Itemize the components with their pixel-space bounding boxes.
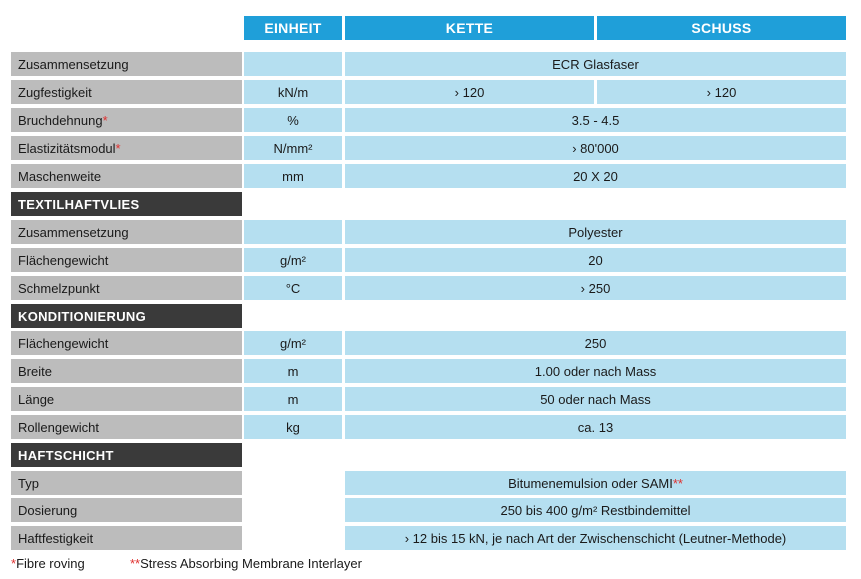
footnote-mark: * (11, 556, 17, 571)
footnote-text: Fibre roving (16, 556, 85, 571)
asterisk-mark: * (115, 140, 121, 156)
row-label-text: Zusammensetzung (18, 224, 129, 240)
value-cell (345, 415, 846, 439)
value-cell (345, 52, 846, 76)
value-cell (345, 331, 846, 355)
unit-cell-text: g/m² (280, 252, 306, 268)
value-cell-text: 20 X 20 (573, 168, 618, 184)
value-cell (345, 220, 846, 244)
unit-cell (244, 331, 342, 355)
section-header (11, 443, 242, 467)
row-label-text: Maschenweite (18, 168, 102, 184)
value-cell-text: 20 (588, 252, 603, 268)
unit-cell-text: °C (285, 280, 301, 296)
value-cell-text: › 80'000 (572, 140, 619, 156)
value-cell (345, 276, 846, 300)
row-label-text: Rollengewicht (18, 419, 99, 435)
row-label-text: Schmelzpunkt (18, 280, 100, 296)
value-cell (345, 498, 846, 522)
row-label-text: Flächengewicht (18, 335, 109, 351)
row-label-text: Dosierung (18, 502, 78, 518)
value-cell-text: Bitumenemulsion oder SAMI (508, 475, 673, 491)
row-label-text: Bruchdehnung (18, 112, 103, 128)
value-cell (345, 164, 846, 188)
value-cell-text: ECR Glasfaser (552, 56, 639, 72)
row-label-text: Zugfestigkeit (18, 84, 92, 100)
value-cell-text: 3.5 - 4.5 (571, 112, 620, 128)
footnote-text: Stress Absorbing Membrane Interlayer (140, 556, 362, 571)
value-cell-text: 250 (584, 335, 607, 351)
row-label-text: Flächengewicht (18, 252, 109, 268)
value-cell-text: 250 bis 400 g/m² Restbindemittel (500, 502, 691, 518)
unit-cell (244, 387, 342, 411)
asterisk-mark: ** (672, 475, 683, 491)
row-label (11, 52, 242, 76)
section-header-text: TEXTILHAFTVLIES (18, 196, 140, 212)
unit-cell (244, 52, 342, 76)
row-label-text: Haftfestigkeit (18, 530, 94, 546)
value-cell-text: 50 oder nach Mass (540, 391, 651, 407)
schuss-value (597, 80, 846, 104)
row-label-text: Zusammensetzung (18, 56, 129, 72)
section-header-text: KONDITIONIERUNG (18, 308, 146, 324)
row-label-text: Länge (18, 391, 55, 407)
row-label (11, 220, 242, 244)
value-cell (345, 471, 846, 495)
row-label (11, 331, 242, 355)
row-label (11, 526, 242, 550)
unit-cell-text: N/mm² (273, 140, 313, 156)
schuss-value-text: › 120 (706, 84, 737, 100)
value-cell (345, 526, 846, 550)
footnote-sami (130, 556, 362, 571)
header-schuss: SCHUSS (597, 16, 846, 40)
row-label (11, 276, 242, 300)
kette-value (345, 80, 594, 104)
kette-value-text: › 120 (454, 84, 485, 100)
value-cell-text: › 250 (580, 280, 611, 296)
unit-cell (244, 220, 342, 244)
value-cell-text: Polyester (568, 224, 623, 240)
unit-cell (244, 108, 342, 132)
unit-cell (244, 359, 342, 383)
unit-cell-text: m (287, 363, 299, 379)
value-cell-text: › 12 bis 15 kN, je nach Art der Zwischenschicht (Leutner-Methode) (404, 530, 787, 546)
row-label-text: Typ (18, 475, 39, 491)
row-label-text: Elastizitätsmodul (18, 140, 116, 156)
row-label (11, 415, 242, 439)
unit-cell-text: % (287, 112, 299, 128)
unit-cell (244, 248, 342, 272)
asterisk-mark: * (102, 112, 108, 128)
footnote-mark: ** (130, 556, 141, 571)
unit-cell-text: kN/m (277, 84, 309, 100)
unit-cell-text: m (287, 391, 299, 407)
row-label (11, 80, 242, 104)
unit-cell (244, 276, 342, 300)
value-cell (345, 136, 846, 160)
section-header (11, 304, 242, 328)
value-cell (345, 108, 846, 132)
unit-cell (244, 136, 342, 160)
unit-cell (244, 80, 342, 104)
footnote-fibre-roving (11, 556, 85, 571)
row-label (11, 471, 242, 495)
row-label (11, 387, 242, 411)
unit-cell (244, 415, 342, 439)
row-label-text: Breite (18, 363, 52, 379)
row-label (11, 248, 242, 272)
section-header (11, 192, 242, 216)
row-label (11, 136, 242, 160)
unit-cell-text: kg (286, 419, 300, 435)
row-label (11, 498, 242, 522)
row-label (11, 164, 242, 188)
value-cell-text: ca. 13 (577, 419, 614, 435)
section-header-text: HAFTSCHICHT (18, 447, 114, 463)
value-cell (345, 359, 846, 383)
unit-cell-text: g/m² (280, 335, 306, 351)
header-kette: KETTE (345, 16, 594, 40)
header-einheit: EINHEIT (244, 16, 342, 40)
row-label (11, 108, 242, 132)
value-cell-text: 1.00 oder nach Mass (534, 363, 657, 379)
unit-cell (244, 164, 342, 188)
value-cell (345, 387, 846, 411)
unit-cell-text: mm (282, 168, 304, 184)
value-cell (345, 248, 846, 272)
row-label (11, 359, 242, 383)
